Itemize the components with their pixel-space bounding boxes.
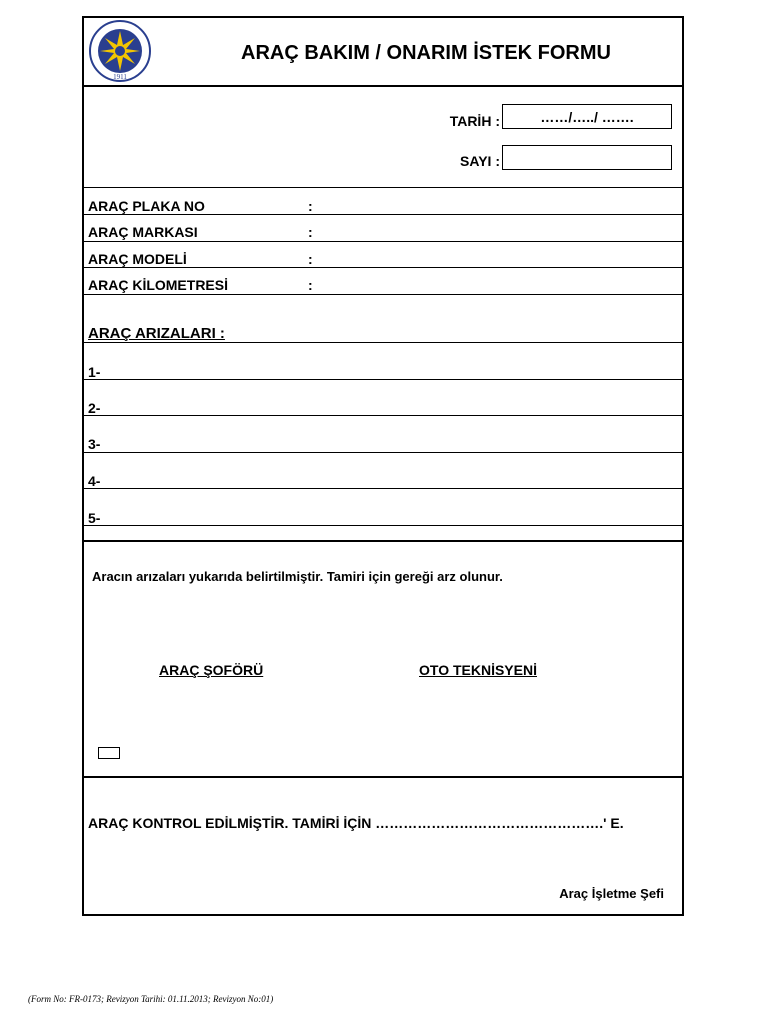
divider [84,342,682,343]
fault-item: 4- [88,473,101,489]
model-field-line[interactable] [84,267,682,268]
form-footer: (Form No: FR-0173; Revizyon Tarihi: 01.11.2013; Revizyon No:01) [28,994,274,1004]
fault-line[interactable] [84,379,682,380]
kilometre-colon: : [308,277,313,293]
fault-line[interactable] [84,452,682,453]
fault-item: 1- [88,364,101,380]
driver-signature-label: ARAÇ ŞOFÖRÜ [159,662,264,678]
tarih-label: TARİH : [449,113,500,129]
fault-line[interactable] [84,415,682,416]
request-statement: Aracın arızaları yukarıda belirtilmiştir. Tamiri için gereği arz olunur. [92,569,503,584]
marka-field-line[interactable] [84,241,682,242]
fault-item: 3- [88,436,101,452]
divider [84,85,682,87]
plaka-label: ARAÇ PLAKA NO [88,198,205,214]
model-label: ARAÇ MODELİ [88,251,187,267]
checkbox[interactable] [98,747,120,759]
fault-line[interactable] [84,488,682,489]
divider [84,540,682,542]
tarih-field[interactable]: ……/…../ ……. [502,104,672,129]
control-signer: Araç İşletme Şefi [559,886,664,901]
plaka-colon: : [308,198,313,214]
fault-item: 2- [88,400,101,416]
logo-year: 1911 [113,73,127,81]
kilometre-label: ARAÇ KİLOMETRESİ [88,277,228,293]
divider [84,776,682,778]
marka-colon: : [308,224,313,240]
technician-signature-label: OTO TEKNİSYENİ [419,662,537,678]
divider [84,187,682,188]
control-statement: ARAÇ KONTROL EDİLMİŞTİR. TAMİRİ İÇİN ………………………………………….' E. [88,815,624,831]
form-title: ARAÇ BAKIM / ONARIM İSTEK FORMU [241,42,611,64]
faults-heading: ARAÇ ARIZALARI : [88,325,225,342]
sayi-label: SAYI : [460,153,500,169]
model-colon: : [308,251,313,267]
kilometre-field-line[interactable] [84,294,682,295]
fault-item: 5- [88,510,101,526]
marka-label: ARAÇ MARKASI [88,224,198,240]
form-frame [82,16,684,916]
fault-line[interactable] [84,525,682,526]
plaka-field-line[interactable] [84,214,682,215]
sayi-field[interactable] [502,145,672,170]
